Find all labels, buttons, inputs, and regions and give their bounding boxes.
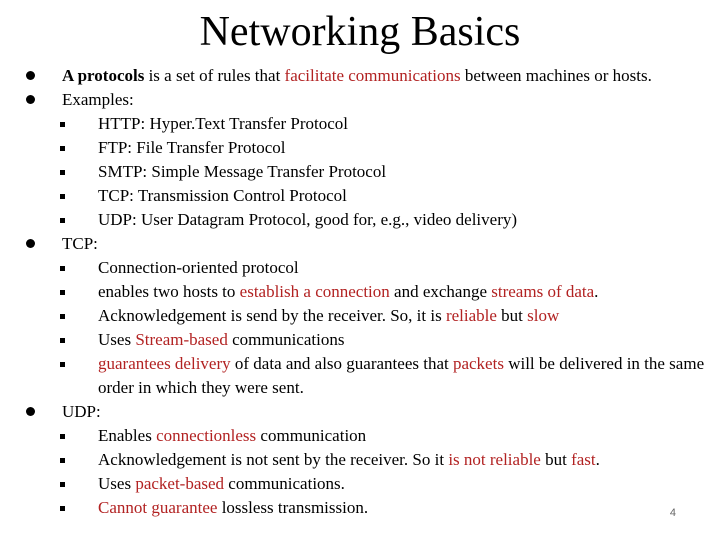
bullet-dot: [26, 95, 35, 104]
highlight: Cannot guarantee: [98, 498, 218, 517]
highlight: streams of data: [491, 282, 595, 301]
udp-item: [26, 496, 716, 520]
text: Acknowledgement is send by the receiver. So, it is: [98, 306, 446, 325]
square-bullet: [60, 218, 65, 223]
text: communication: [256, 426, 367, 445]
highlight: establish a connection: [239, 282, 390, 301]
highlight: reliable: [445, 306, 497, 325]
text: communications.: [224, 474, 345, 493]
bullet-udp: [26, 400, 716, 424]
udp-item: [26, 424, 716, 448]
page-number: 4: [669, 507, 676, 519]
text: Acknowledgement is not sent by the receiver. So it: [98, 450, 449, 469]
text: is a set of rules that: [144, 66, 285, 85]
text: enables two hosts to: [98, 282, 240, 301]
udp-item: [26, 472, 716, 496]
tcp-item: [26, 328, 716, 352]
example-item: [26, 184, 716, 208]
example-item: [26, 160, 716, 184]
highlight: Stream-based: [135, 330, 228, 349]
highlight: packet-based: [135, 474, 225, 493]
bullet-dot: [26, 71, 35, 80]
square-bullet: [60, 362, 65, 367]
square-bullet: [60, 122, 65, 127]
highlight: connectionless: [156, 426, 257, 445]
udp-item: [26, 448, 716, 472]
slide-title: Networking Basics: [199, 9, 521, 55]
square-bullet: [60, 314, 65, 319]
text: UDP: User Datagram Protocol, good for, e.g., video delivery): [98, 210, 518, 229]
examples-label: Examples:: [62, 90, 134, 109]
text: Connection-oriented protocol: [98, 258, 299, 277]
bullet-tcp: [26, 232, 716, 256]
tcp-item: [26, 280, 716, 304]
bullet-protocols: [26, 64, 716, 88]
example-item: [26, 136, 716, 160]
text: communications: [227, 330, 345, 349]
protocols-term: A protocols: [62, 66, 145, 85]
text: but: [496, 306, 528, 325]
tcp-item: [26, 352, 716, 400]
bullet-dot: [26, 407, 35, 416]
bullet-dot: [26, 239, 35, 248]
bullet-examples: [26, 88, 716, 112]
square-bullet: [60, 458, 65, 463]
slide-body: [26, 64, 716, 520]
text: between machines or hosts.: [460, 66, 652, 85]
example-item: [26, 112, 716, 136]
square-bullet: [60, 194, 65, 199]
text: .: [594, 282, 599, 301]
example-item: [26, 208, 716, 232]
square-bullet: [60, 146, 65, 151]
text: FTP: File Transfer Protocol: [98, 138, 286, 157]
text: will be delivered in the same order in which they were sent.: [98, 354, 705, 397]
text: HTTP: Hyper.Text Transfer Protocol: [98, 114, 349, 133]
square-bullet: [60, 170, 65, 175]
text: Uses: [98, 330, 136, 349]
highlight: facilitate communications: [284, 66, 461, 85]
highlight: fast: [571, 450, 596, 469]
square-bullet: [60, 482, 65, 487]
text: of data and also guarantees that: [230, 354, 453, 373]
text: TCP: Transmission Control Protocol: [98, 186, 347, 205]
square-bullet: [60, 506, 65, 511]
text: Enables: [98, 426, 157, 445]
text: but: [540, 450, 572, 469]
square-bullet: [60, 434, 65, 439]
square-bullet: [60, 290, 65, 295]
square-bullet: [60, 266, 65, 271]
tcp-label: TCP:: [62, 234, 98, 253]
tcp-item: [26, 256, 716, 280]
tcp-item: [26, 304, 716, 328]
text: and exchange: [389, 282, 492, 301]
text: Uses: [98, 474, 136, 493]
highlight: is not reliable: [448, 450, 541, 469]
text: lossless transmission.: [217, 498, 369, 517]
text: .: [595, 450, 600, 469]
udp-label: UDP:: [62, 402, 101, 421]
square-bullet: [60, 338, 65, 343]
highlight: slow: [527, 306, 560, 325]
highlight: guarantees delivery: [98, 354, 231, 373]
highlight: packets: [452, 354, 504, 373]
text: SMTP: Simple Message Transfer Protocol: [98, 162, 387, 181]
